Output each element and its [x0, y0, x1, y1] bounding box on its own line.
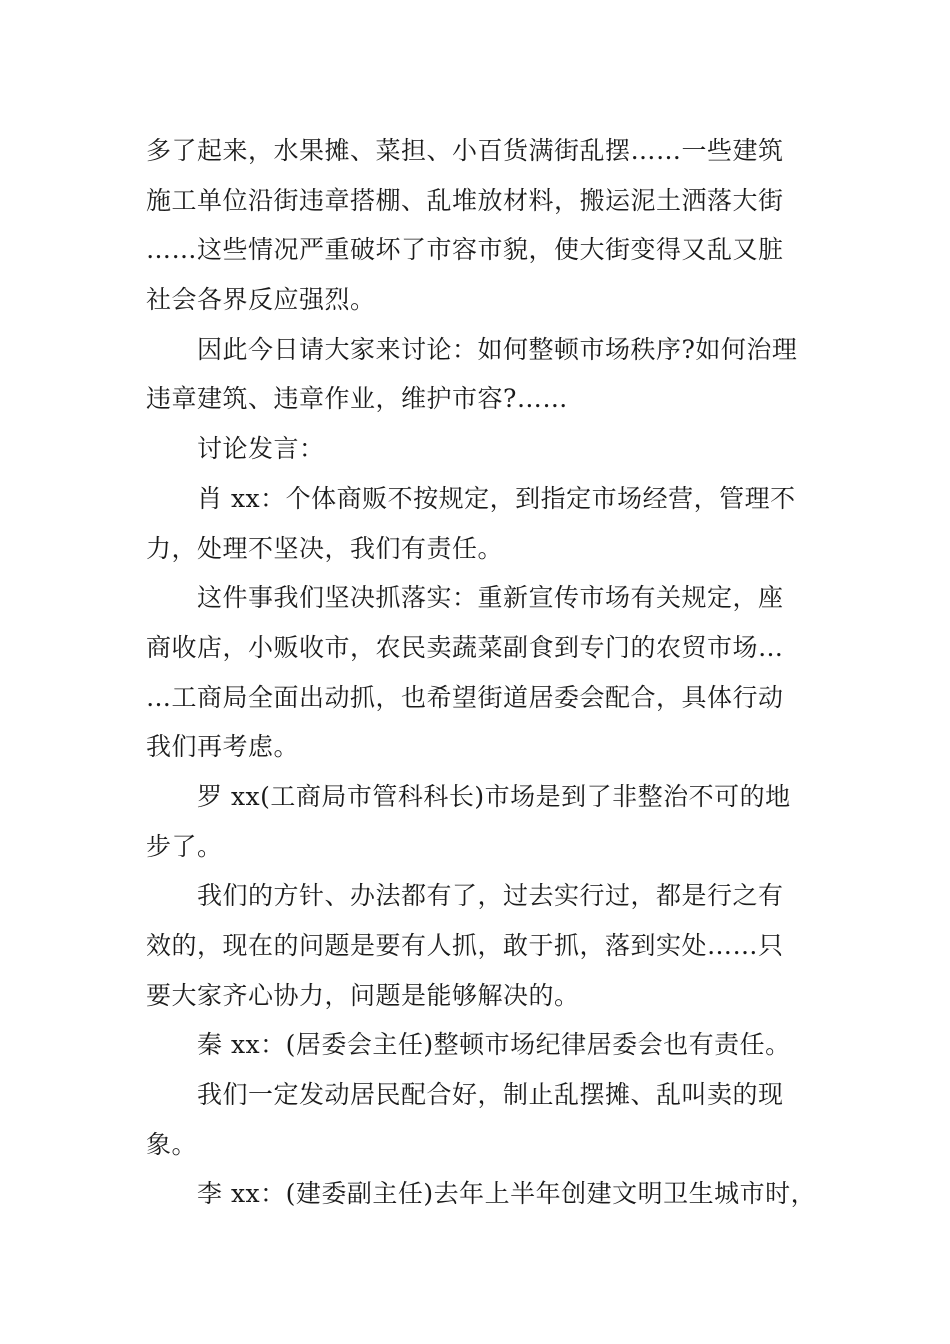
text-line: 我们一定发动居民配合好，制止乱摆摊、乱叫卖的现: [197, 1080, 784, 1110]
text-line: 罗 xx(工商局市管科科长)市场是到了非整治不可的地: [197, 781, 791, 811]
text-line: 施工单位沿街违章搭棚、乱堆放材料，搬运泥土洒落大街: [146, 185, 784, 215]
document-body: [146, 126, 817, 1219]
text-line: 力，处理不坚决，我们有责任。: [146, 533, 504, 563]
text-line: 我们的方针、办法都有了，过去实行过，都是行之有: [197, 881, 784, 911]
text-line: 效的，现在的问题是要有人抓，敢于抓，落到实处……只: [146, 931, 784, 960]
text-line: 社会各界反应强烈。: [146, 285, 376, 315]
text-line: 李 xx：(建委副主任)去年上半年创建文明卫生城市时，: [197, 1179, 817, 1209]
text-line: 商收店，小贩收市，农民卖蔬菜副食到专门的农贸市场…: [146, 632, 784, 662]
text-line: 讨论发言：: [197, 434, 325, 464]
text-line: 秦 xx：(居委会主任)整顿市场纪律居委会也有责任。: [197, 1030, 791, 1060]
text-line: 违章建筑、违章作业，维护市容?……: [146, 384, 568, 414]
text-line: 多了起来，水果摊、菜担、小百货满街乱摆……一些建筑: [146, 136, 784, 165]
text-line: 象。: [146, 1129, 198, 1159]
text-line: 肖 xx：个体商贩不按规定，到指定市场经营，管理不: [197, 483, 796, 513]
text-line: 我们再考虑。: [146, 732, 300, 762]
text-line: ……这些情况严重破坏了市容市貌，使大街变得又乱又脏: [146, 235, 784, 265]
text-line: 要大家齐心协力，问题是能够解决的。: [146, 980, 580, 1010]
text-line: 因此今日请大家来讨论：如何整顿市场秩序?如何治理: [197, 334, 798, 364]
text-line: 步了。: [146, 831, 223, 861]
text-line: 这件事我们坚决抓落实：重新宣传市场有关规定，座: [197, 583, 784, 613]
text-line: …工商局全面出动抓，也希望街道居委会配合，具体行动: [146, 682, 784, 712]
